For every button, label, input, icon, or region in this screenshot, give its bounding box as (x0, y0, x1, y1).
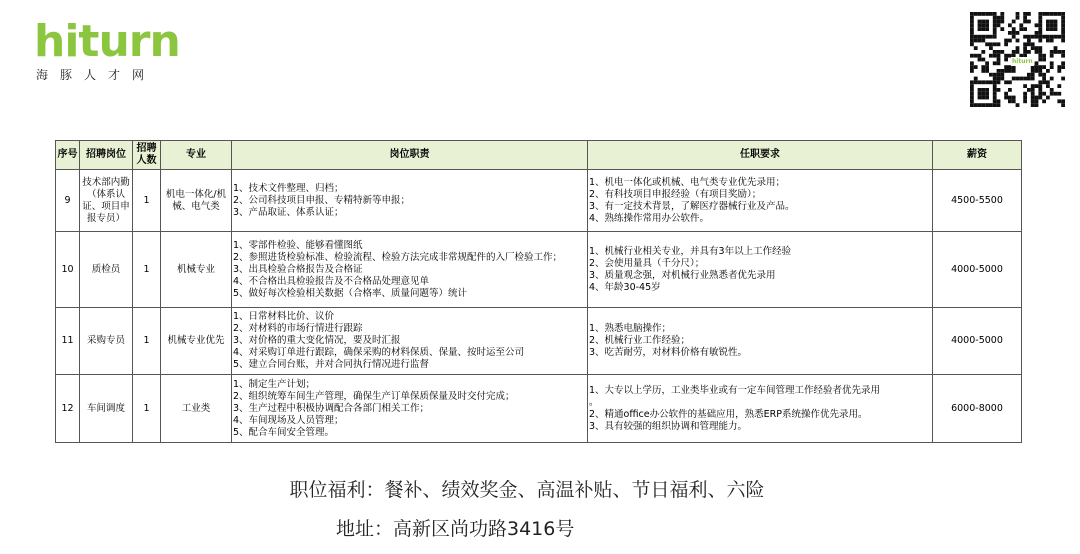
cell-count: 1 (133, 375, 161, 443)
cell-no: 11 (56, 308, 80, 375)
cell-requirements: 1、机电一体化或机械、电气类专业优先录用； 2、有科技项目申报经验（有项目奖励）； 3、有一定技术背景，了解医疗器械行业及产品。 4、熟练操作常用办公软件。 (588, 170, 933, 232)
table-row (56, 232, 1022, 308)
cell-count: 1 (133, 232, 161, 308)
hiturn-logo (34, 16, 180, 86)
table-row (56, 170, 1022, 232)
header-requirements: 任职要求 (588, 141, 933, 170)
cell-major: 机械专业 (161, 232, 232, 308)
cell-major: 工业类 (161, 375, 232, 443)
qr-center-label: hiturn (1012, 58, 1033, 65)
cell-position: 车间调度 (80, 375, 133, 443)
job-table (55, 140, 1022, 443)
cell-requirements: 1、熟悉电脑操作； 2、机械行业工作经验； 3、吃苦耐劳，对材料价格有敏锐性。 (588, 308, 933, 375)
cell-salary: 4000-5000 (933, 232, 1022, 308)
cell-no: 12 (56, 375, 80, 443)
cell-requirements: 1、大专以上学历，工业类毕业或有一定车间管理工作经验者优先录用 。 2、精通office办公软件的基础应用，熟悉ERP系统操作优先录用。 3、具有较强的组织协调和管理能力。 (588, 375, 933, 443)
cell-major: 机电一体化/机械、电气类 (161, 170, 232, 232)
cell-requirements: 1、机械行业相关专业，并具有3年以上工作经验 2、会使用量具（千分尺）； 3、质量观念强，对机械行业熟悉者优先录用 4、年龄30-45岁 (588, 232, 933, 308)
cell-position: 技术部内勤（体系认证、项目申报专员） (80, 170, 133, 232)
cell-salary: 4000-5000 (933, 308, 1022, 375)
table-row (56, 308, 1022, 375)
cell-major: 机械专业优先 (161, 308, 232, 375)
qr-code (970, 12, 1065, 107)
header-no: 序号 (56, 141, 80, 170)
cell-no: 9 (56, 170, 80, 232)
cell-salary: 4500-5500 (933, 170, 1022, 232)
cell-no: 10 (56, 232, 80, 308)
table-header-row (56, 141, 1022, 170)
logo-wordmark: hiturn (34, 16, 180, 67)
header-salary: 薪资 (933, 141, 1022, 170)
cell-duties: 1、零部件检验、能够看懂图纸 2、参照进货检验标准、检验流程、检验方法完成非常规配件的入厂检验工作； 3、出具检验合格报告及合格证 4、不合格出具检验报告及不合格品处理意见单 5、做好每次检验相关数据（合格率、质量问题等）统计 (232, 232, 588, 308)
header-duties: 岗位职责 (232, 141, 588, 170)
address-text: 地址：高新区尚功路3416号 (336, 518, 575, 540)
logo-subtitle: 海豚人才网 (36, 68, 157, 82)
benefits-text: 职位福利：餐补、绩效奖金、高温补贴、节日福利、六险 (289, 479, 765, 501)
header-position: 招聘岗位 (80, 141, 133, 170)
cell-count: 1 (133, 308, 161, 375)
cell-position: 采购专员 (80, 308, 133, 375)
cell-duties: 1、技术文件整理、归档； 2、公司科技项目申报、专精特新等申报； 3、产品取证、体系认证； (232, 170, 588, 232)
header-count: 招聘人数 (133, 141, 161, 170)
cell-duties: 1、制定生产计划； 2、组织统筹车间生产管理，确保生产订单保质保量及时交付完成； 3、生产过程中积极协调配合各部门相关工作； 4、车间现场及人员管理； 5、配合车间安全管理。 (232, 375, 588, 443)
cell-salary: 6000-8000 (933, 375, 1022, 443)
cell-duties: 1、日常材料比价、议价 2、对材料的市场行情进行跟踪 3、对价格的重大变化情况，要及时汇报 4、对采购订单进行跟踪，确保采购的材料保质、保量、按时运至公司 5、建立合同台账，并对合同执行情况进行监督 (232, 308, 588, 375)
cell-position: 质检员 (80, 232, 133, 308)
header-major: 专业 (161, 141, 232, 170)
cell-count: 1 (133, 170, 161, 232)
table-row (56, 375, 1022, 443)
